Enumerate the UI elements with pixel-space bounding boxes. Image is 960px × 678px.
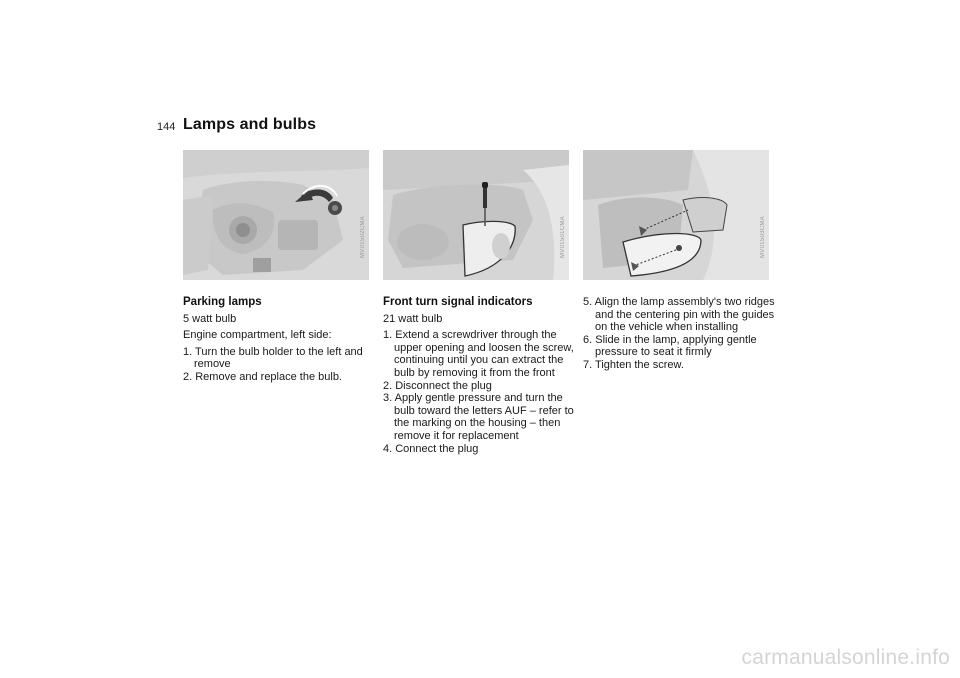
step-list bbox=[183, 346, 375, 384]
bulb-spec: 5 watt bulb bbox=[183, 312, 237, 325]
step-item: 2. Disconnect the plug bbox=[383, 379, 492, 392]
step-item: 3. Apply gentle pressure and turn the bulb toward the letters AUF – refer to the marking on the housing – then remove it for replacement bbox=[383, 392, 574, 442]
step-item: 2. Remove and replace the bulb. bbox=[183, 370, 342, 383]
section-heading: Parking lamps bbox=[183, 296, 262, 308]
headlamp-screwdriver-illustration bbox=[383, 150, 569, 280]
step-item: 5. Align the lamp assembly's two ridges and the centering pin with the guides on the vehicle when installing bbox=[583, 296, 775, 334]
step-item: 1. Turn the bulb holder to the left and remove bbox=[183, 345, 363, 371]
figure-code: MV01503CMA bbox=[760, 215, 766, 258]
section-heading: Front turn signal indicators bbox=[383, 296, 533, 308]
section-continued-steps bbox=[583, 296, 775, 372]
step-item: 6. Slide in the lamp, applying gentle pressure to seat it firmly bbox=[583, 333, 757, 359]
step-item: 7. Tighten the screw. bbox=[583, 358, 684, 371]
section-front-turn-signals bbox=[383, 296, 575, 455]
location-intro: Engine compartment, left side: bbox=[183, 329, 332, 342]
engine-compartment-illustration bbox=[183, 150, 369, 280]
section-parking-lamps bbox=[183, 296, 375, 384]
site-watermark: carmanualsonline.info bbox=[741, 646, 950, 669]
figure-lamp-alignment bbox=[583, 150, 769, 280]
step-item: 1. Extend a screwdriver through the upper opening and loosen the screw, continuing until you can extract the bulb by removing it from the front bbox=[383, 329, 574, 379]
step-item: 4. Connect the plug bbox=[383, 442, 479, 455]
page-title: Lamps and bulbs bbox=[183, 116, 317, 133]
lamp-alignment-illustration bbox=[583, 150, 769, 280]
step-list bbox=[583, 296, 775, 372]
bulb-spec: 21 watt bulb bbox=[383, 312, 443, 325]
figure-code: MV01501CMA bbox=[560, 215, 566, 258]
step-list bbox=[383, 329, 575, 455]
figure-parking-lamp bbox=[183, 150, 369, 280]
figure-code: MV01502CMA bbox=[360, 215, 366, 258]
page-number: 144 bbox=[157, 121, 176, 133]
figure-turn-signal-screw bbox=[383, 150, 569, 280]
